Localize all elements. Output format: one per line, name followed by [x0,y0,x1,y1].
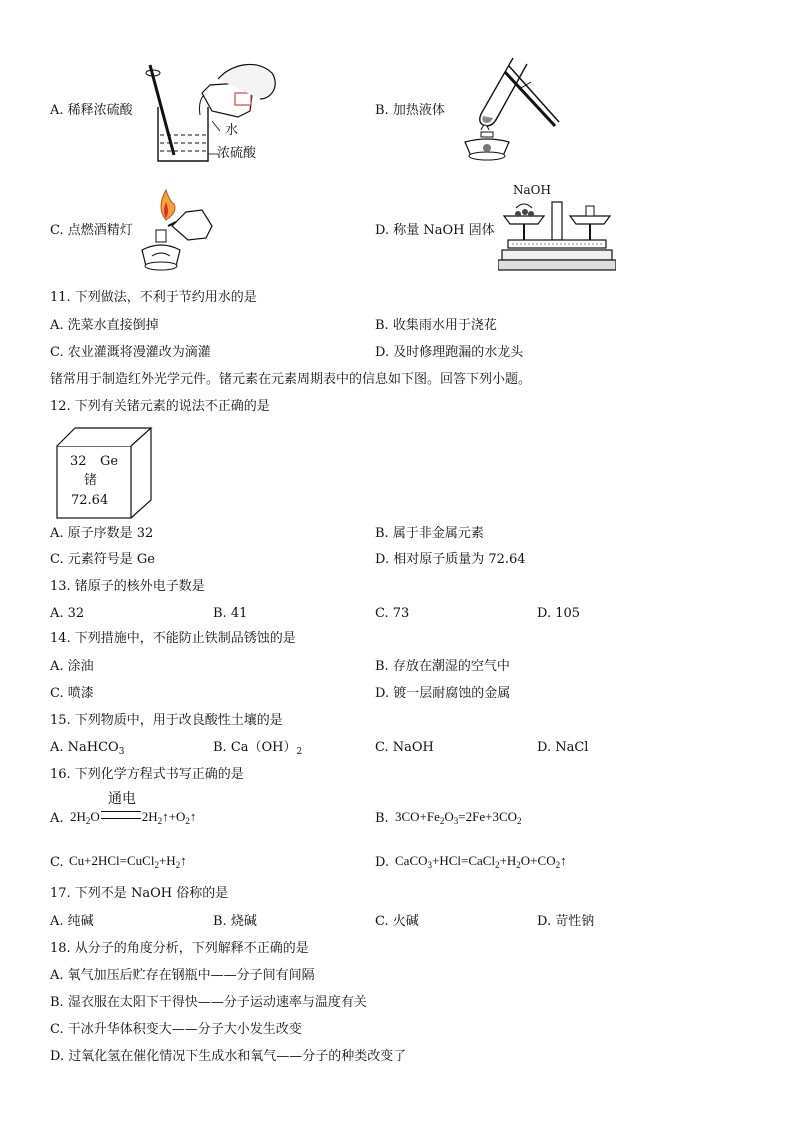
q11-option-d[interactable]: D. 及时修理跑漏的水龙头 [375,345,524,360]
heating-liquid-figure [455,52,565,167]
q18-option-d[interactable]: D. 过氧化氢在催化情况下生成水和氧气——分子的种类改变了 [50,1049,407,1064]
q13-option-a[interactable]: A. 32 [50,606,85,621]
q16-option-d-prefix[interactable]: D. [375,855,390,870]
q17-option-a[interactable]: A. 纯碱 [50,914,94,929]
element-symbol: Ge [100,454,119,469]
q12-option-a[interactable]: A. 原子序数是 32 [50,526,154,541]
q15-option-c[interactable]: C. NaOH [375,740,434,755]
q18-option-b[interactable]: B. 湿衣服在太阳下干得快——分子运动速率与温度有关 [50,995,367,1010]
q18-stem: 18. 从分子的角度分析，下列解释不正确的是 [50,941,309,956]
balance-scale-figure [498,196,616,276]
q14-option-c[interactable]: C. 喷漆 [50,686,94,701]
q15-option-b[interactable]: B. $Ca(OH)_2$ [213,740,303,757]
water-callout: 水 [225,123,239,138]
q11-option-c[interactable]: C. 农业灌溉将漫灌改为滴灌 [50,345,211,360]
electrolysis-condition: 通电 [108,791,136,807]
q13-option-c[interactable]: C. 73 [375,606,410,621]
q12-stem: 12. 下列有关锗元素的说法不正确的是 [50,399,270,414]
q11-option-b[interactable]: B. 收集雨水用于浇花 [375,318,497,333]
q16-stem: 16. 下列化学方程式书写正确的是 [50,767,244,782]
q14-stem: 14. 下列措施中，不能防止铁制品锈蚀的是 [50,631,296,646]
q15-option-a[interactable]: A. NaHCO$_3$ [50,740,125,757]
q16-equation-c: $Cu+2HCl=CuCl_2+H_2↑$ [69,853,187,870]
q12-option-b[interactable]: B. 属于非金属元素 [375,526,484,541]
q11-stem: 11. 下列做法，不利于节约用水的是 [50,290,257,305]
q17-option-d[interactable]: D. 苛性钠 [537,914,595,929]
q12-option-d[interactable]: D. 相对原子质量为 72.64 [375,552,526,567]
q17-option-c[interactable]: C. 火碱 [375,914,419,929]
germanium-intro: 锗常用于制造红外光学元件。锗元素在元素周期表中的信息如下图。回答下列小题。 [50,372,532,387]
q14-option-d[interactable]: D. 镀一层耐腐蚀的金属 [375,686,511,701]
q13-stem: 13. 锗原子的核外电子数是 [50,579,205,594]
atomic-mass: 72.64 [71,493,109,508]
q16-equation-d: $CaCO_3+HCl=CaCl_2+H_2O+CO_2↑$ [395,853,567,870]
q14-option-a[interactable]: A. 涂油 [50,659,94,674]
q11-option-a[interactable]: A. 洗菜水直接倒掉 [50,318,159,333]
q13-option-d[interactable]: D. 105 [537,606,581,621]
naoh-figure-label: NaOH [513,183,551,197]
atomic-number: 32 [70,454,87,469]
q13-option-b[interactable]: B. 41 [213,606,248,621]
q16-option-a-prefix[interactable]: A. [50,811,64,826]
element-name: 锗 [84,473,98,488]
q16-option-b-prefix[interactable]: B. [375,811,389,826]
q18-option-c[interactable]: C. 干冰升华体积变大——分子大小发生改变 [50,1022,302,1037]
q17-option-b[interactable]: B. 烧碱 [213,914,257,929]
q10-option-d-label: D. 称量 NaOH 固体 [375,223,495,238]
acid-callout: 浓硫酸 [217,146,257,161]
dilution-apparatus-figure [140,55,290,167]
q14-option-b[interactable]: B. 存放在潮湿的空气中 [375,659,510,674]
q10-option-a-label: A. 稀释浓硫酸 [50,103,133,118]
q10-option-b-label: B. 加热液体 [375,103,445,118]
q12-option-c[interactable]: C. 元素符号是 Ge [50,552,155,567]
lighting-lamp-figure [138,186,218,274]
q16-equation-b: $3CO+Fe_2O_3=2Fe+3CO_2$ [395,809,522,826]
q15-stem: 15. 下列物质中，用于改良酸性土壤的是 [50,713,283,728]
q18-option-a[interactable]: A. 氧气加压后贮存在钢瓶中——分子间有间隔 [50,968,315,983]
q10-option-c-label: C. 点燃酒精灯 [50,223,133,238]
q16-equation-a: $2H_2O$ $2H_2↑+O_2↑$ [70,809,197,826]
q15-option-d[interactable]: D. NaCl [537,740,589,755]
q17-stem: 17. 下列不是 NaOH 俗称的是 [50,886,229,901]
q16-option-c-prefix[interactable]: C. [50,855,64,870]
